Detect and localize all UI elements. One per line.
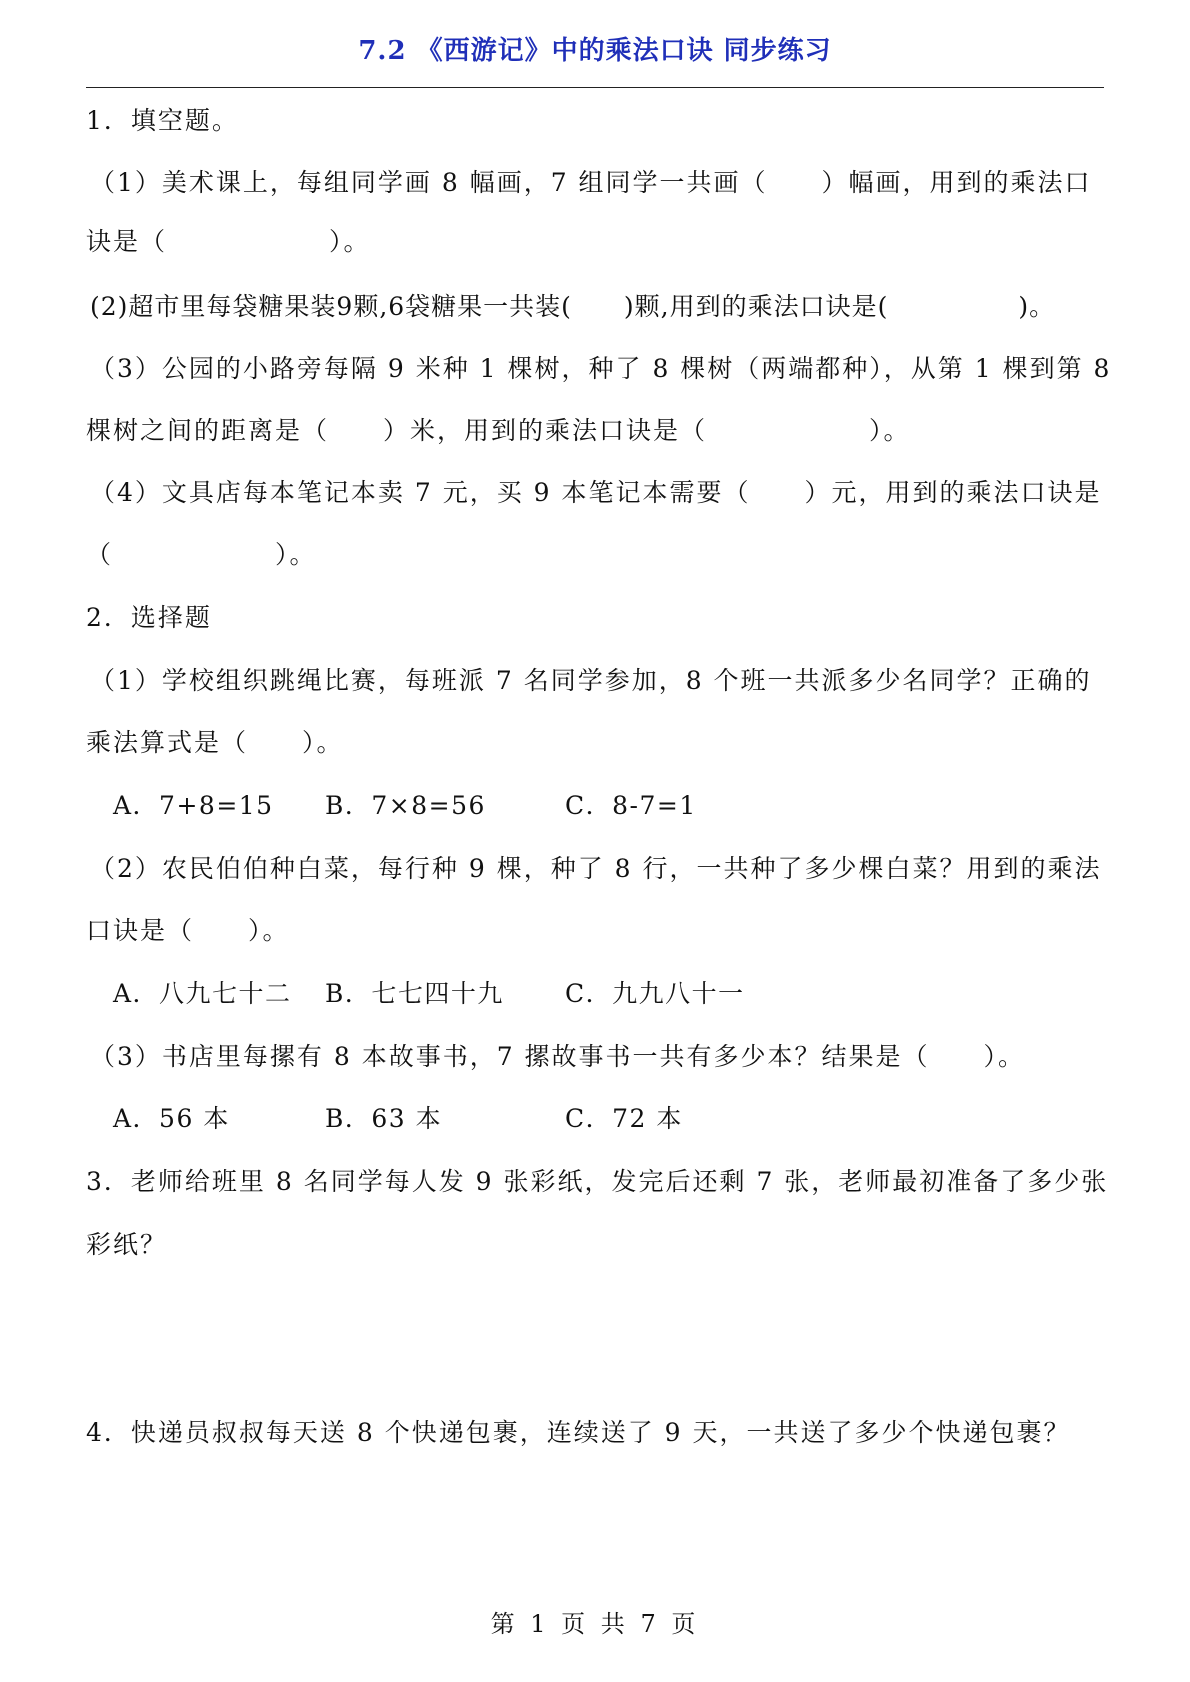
option-b: B．7×8=56 (325, 791, 486, 820)
q2-heading: 2．选择题 (86, 603, 212, 632)
q4-line1: 4．快递员叔叔每天送 8 个快递包裹，连续送了 9 天，一共送了多少个快递包裹？ (86, 1418, 1071, 1447)
q1-part4-line2: （ ）。 (86, 540, 317, 569)
option-a: A．7+8=15 (113, 791, 274, 820)
page-number: 第 1 页 共 7 页 (490, 1610, 700, 1638)
page-title: 7.2 《西游记》中的乘法口诀 同步练习 (358, 36, 832, 66)
title-divider (86, 87, 1104, 88)
option-b: B．七七四十九 (325, 979, 504, 1008)
q3-line2: 彩纸？ (86, 1230, 168, 1259)
q1-part1-line1: （1）美术课上，每组同学画 8 幅画，7 组同学一共画（ ）幅画，用到的乘法口 (90, 168, 1092, 197)
q2-sub2-line1: （2）农民伯伯种白菜，每行种 9 棵，种了 8 行，一共种了多少棵白菜？用到的乘法 (90, 854, 1102, 883)
option-c: C．8-7=1 (565, 791, 697, 820)
option-c: C．九九八十一 (565, 979, 745, 1008)
q1-part3-line2: 棵树之间的距离是（ ）米，用到的乘法口诀是（ ）。 (86, 416, 911, 445)
q1-part1-line2: 诀是（ ）。 (86, 227, 371, 256)
option-a: A．56 本 (113, 1104, 230, 1133)
q1-heading: 1．填空题。 (86, 106, 239, 135)
q1-part3-line1: （3）公园的小路旁每隔 9 米种 1 棵树，种了 8 棵树（两端都种），从第 1 棵到第 8 (90, 354, 1112, 383)
option-a: A．八九七十二 (113, 979, 292, 1008)
q2-sub1-line2: 乘法算式是（ ）。 (86, 728, 344, 757)
q2-sub2-line2: 口诀是（ ）。 (86, 916, 290, 945)
option-b: B．63 本 (325, 1104, 443, 1133)
q3-line1: 3．老师给班里 8 名同学每人发 9 张彩纸，发完后还剩 7 张，老师最初准备了多少张 (86, 1167, 1109, 1196)
q2-sub3-line1: （3）书店里每摞有 8 本故事书，7 摞故事书一共有多少本？结果是（ ）。 (90, 1042, 1026, 1071)
q1-part2-line1: (2)超市里每袋糖果装9颗,6袋糖果一共装( )颗,用到的乘法口诀是( )。 (90, 292, 1056, 321)
option-c: C．72 本 (565, 1104, 683, 1133)
q2-sub1-line1: （1）学校组织跳绳比赛，每班派 7 名同学参加，8 个班一共派多少名同学？正确的 (90, 666, 1092, 695)
q1-part4-line1: （4）文具店每本笔记本卖 7 元，买 9 本笔记本需要（ ）元，用到的乘法口诀是 (90, 478, 1102, 507)
